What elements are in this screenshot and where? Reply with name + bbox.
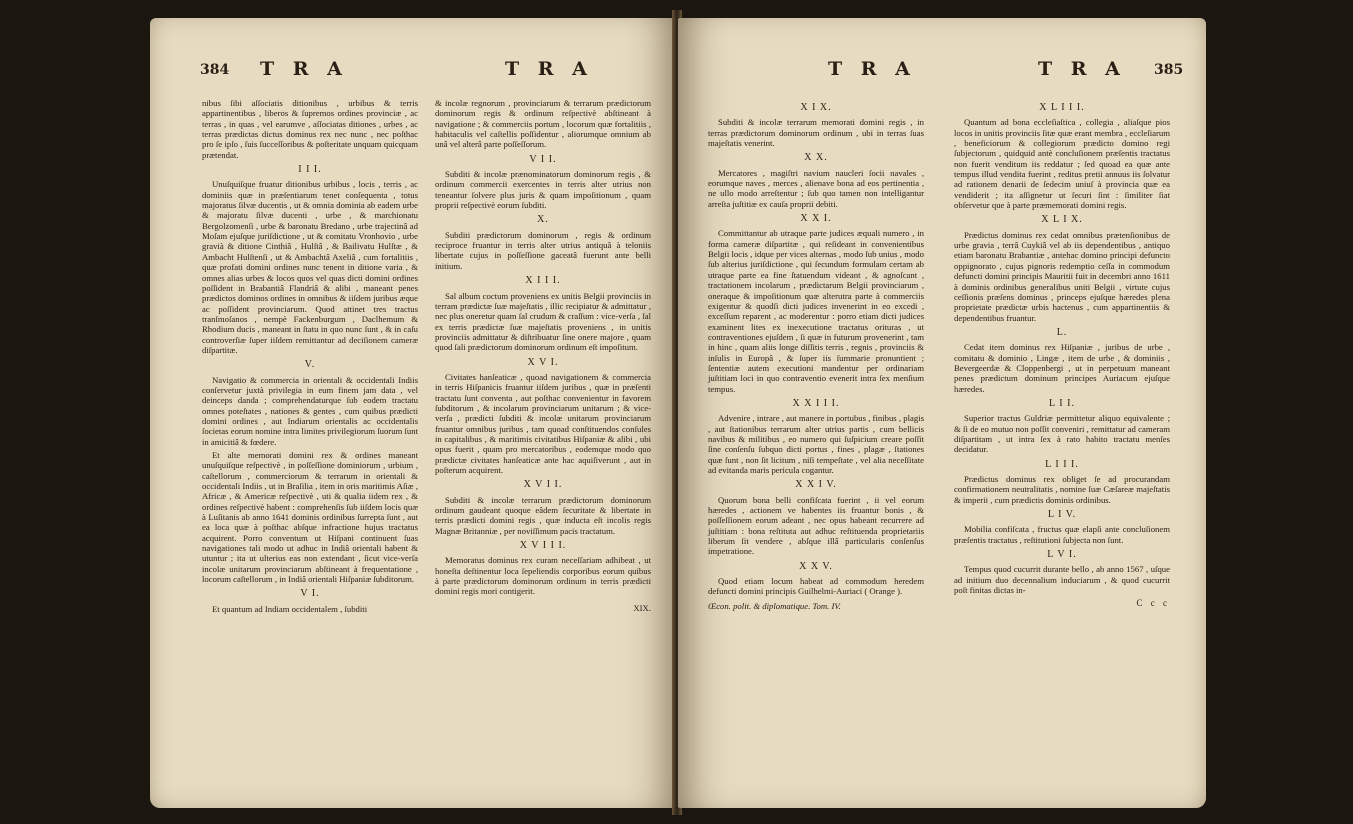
right-page bbox=[678, 18, 1206, 808]
paragraph: Memoratus dominus rex curam neceſſariam adhibeat , ut honeſta deſtinentur loca ſepeliendis corporibus eorum quibus à parte prædictorum dominorum ordinum in terris prædicti domini regis mori contigerit. bbox=[435, 555, 651, 597]
footnote: Œcon. polit. & diplomatique. Tom. IV. bbox=[708, 600, 841, 611]
paragraph: Quod etiam locum habeat ad commodum heredem defuncti domini principis Guilhelmi-Auriaci ( Orange ). bbox=[708, 576, 924, 597]
signature-mark: C c c bbox=[1136, 598, 1170, 609]
paragraph: Et alte memorati domini rex & ordines maneant unuſquiſque reſpectivè , in poſſeſſione dominiorum , urbium , caſtellorum , commerciorum & terrarum in orientali & occidentali Indiis , ut in Braſilia , item in oris maritimis Aſiæ , Africæ , & Americæ reſpectivè , uti & qualia iidem rex , & ordines reſpectivè habent : comprehenſis ſub iiſdem locis quæ à Luſitanis ab anno 1641 dominis ordinibus ſurrepta ſunt , aut ea loca quæ à poſthac abſque infractione hujus tractatus acquirent. Porro conventum ut Hiſpani continuent ſuas navigationes tali modo ut adhuc in Indiâ orientali habent & utuntur ; ita ut ulterius eas non extendant , ſicut vice-verſa incolæ unitarum provinciarum abſtineant à frequentatione , locorum caſtellorum , in Indiâ orientali Hiſpaniæ ſubditorum. bbox=[202, 450, 418, 585]
article-heading: X V I. bbox=[527, 356, 559, 368]
paragraph: Quorum bona belli confiſcata fuerint , ii vel eorum hæredes , actionem ve habentes iis fruantur bonis , & poſſeſſionem eorum adeant , nec opus habeant recurrere ad juſtitiam : bona reſtituta aut adhuc reſtituenda proprietariis liberum ſit vendere , abſque illâ particularis conſenſus impetratione. bbox=[708, 494, 924, 557]
paragraph: Cedat item dominus rex Hiſpaniæ , juribus de urbe , comitatu & dominio , Lingæ , item de urbe , & dominiis , Bevergeerdæ & Cloppenbergi , ut in perpetuum maneant penes prædictum dominum principes Auriacum ejuſque hæredes. bbox=[954, 342, 1170, 394]
paragraph: Quantum ad bona eccleſiaſtica , collegia , aliaſque pios locos in unitis provinciis ſitæ quæ erant membra , eccleſiarum , beneficiorum & collegiorum prædicto domino regi ſubjectorum , quidquid antè concluſionem præſentis tractatus non fuerit venditum iis reddatur ; ſed quoad ea quæ ante tempus illud vendita fuerint , reditus pretii annuus iis ſolvatur ad rationem denarii de ſedecim uniuſ à provincia quæ ea vendiderit ; ita aſſignetur ut ſecuri ſint : ſimiliter ſiat obſervetur que à parte præmemorati domini regis. bbox=[954, 117, 1170, 211]
paragraph: Et quantum ad Indiam occidentalem , ſubditi bbox=[212, 603, 368, 614]
article-heading: V I I. bbox=[529, 153, 557, 165]
article-heading: L I I I. bbox=[1045, 458, 1079, 470]
paragraph: Committantur ab utraque parte judices æquali numero , in forma cameræ diſpartitæ , qui reſideant in convenientibus Belgii locis , idque per vices alternas , modo ſub unius , modo ſub alterius juriſdictione , qui ſecundum formulam certam ab utraque parte ea fine ſtatuendum videant , & agnoſcant , tractationem incolarum , prædictarum Belgii provinciarum , oneraque & impoſitionum quæ alterutra parte à commerciis exigentur & quodſi dicti judices invenerint in eo excedi , exceſſum reparent , ac moderentur : porro etiam dicti judices examinent lites ex inexecutione tractatus orituras , ut contraventiones ejuſdem , ſi quæ in futurum provenerint , tam in hinc , quam aliis longe diſſitis terris , regnis , provinciis & inſulis in Europâ , & ſuper iis ſummarie pronuntient ; ſententiæ autem executioni mandentur per ordinariam juſtitiam loci in quo contraventio evenerit intra ſex menſium tempus. bbox=[708, 228, 924, 394]
running-head-left-1: T R A bbox=[260, 58, 348, 80]
article-heading: L I I. bbox=[1049, 397, 1075, 409]
running-head-right-2: T R A bbox=[1038, 58, 1126, 80]
left-page bbox=[150, 18, 676, 808]
paragraph: nibus ſibi aſſociatis ditionibus , urbibus & terris appartinentibus , liberos & ſupremos ordines provinciæ , ac terras , in quas , vel earumve , aſſociatas ditiones , urbes , ac terras prædictas dictus dominus rex nec nunc , nec poſthac pro ſe ipſo , ſuis ſucceſſoribus & poſteritate unquam quicquam prætendat. bbox=[202, 98, 418, 160]
paragraph: Unuſquiſque fruatur ditionibus urbibus , locis , terris , ac dominiis quæ in præſentiarum tenet conſequenta , totus majoratus ſilvæ ducentis , ut & omnia dominia ab eadem urbe & majoratu ſilvæ ducenti , urbe , & marchionatu Bergolzomenſi , urbe & baronatu Bredano , urbe trajectinâ ad Moſam ejuſque juriſdictione , ut & comitatu Vronhovio , urbe gravià & ditione Cinthiâ , Hulſtâ , & Bailivatu Hulſtæ , & Ambacht Hulſtenſi , ut & Ambachtâ Axeliâ , cum fortalitiis , quæ profati domini ordines nunc tenent in ditione varia , & omnes alias urbes & locos quos vel quas dicti domini ordines poſſident in Brabantiâ Flandriâ & alibi , maneant penes prædictos dominos ordines in omnibus & iiſdem juribus æque ac poſſident provinciarum. Quod attinet tres tractus tranſmoſanos , nempè Fackenburgum , Daclhemum & Rhodium ducis , maneant in ſtatu in quo nunc ſunt , & in caſu controverſiæ ſuper iiſdem remittantur ad deciſionem cameræ diſpartitæ. bbox=[202, 179, 418, 355]
article-heading: X X. bbox=[804, 152, 828, 164]
article-heading: L V I. bbox=[1047, 549, 1077, 561]
paragraph: Mercatores , magiſtri navium naucleri ſocii navales , eorumque naves , merces , alienave bona ad eos pertinentia , ne ullo modo arreſtentur ; ſub quo tamen non intelligantur arreſta juſtitiæ ex cauſa proprii debiti. bbox=[708, 167, 924, 209]
article-heading: X L I I I. bbox=[1039, 102, 1085, 113]
article-heading: X I X. bbox=[800, 102, 832, 113]
paragraph: Civitates hanſeaticæ , quoad navigationem & commercia in terris Hiſpanicis fruantur iiſdem juribus , quæ in præſenti tractatu ſunt conventa , aut poſthac convenientur in favorem ſubditorum , & incolarum provinciarum unitarum ; & vice-verſa , prædicti ſubditi & incolæ unitarum provinciarum fruantur omnibus juribus , tam quoad conſtituendos conſules in capitalibus , & maritimis civitatibus Hiſpaniæ & alibi , ubi opus fuerit , quam pro mercatoribus , eodemque modo quo prædictæ civitates hanſeaticæ ante hac aquiſiverunt , aut in poſterum acquirent. bbox=[435, 371, 651, 475]
left-page-column-1 bbox=[202, 98, 418, 617]
paragraph: Prædictus dominus rex obliget ſe ad procurandam confirmationem neutralitatis , nomine ſuæ Cæſareæ majeſtatis & imperii , cum prædictis dominis ordinibus. bbox=[954, 474, 1170, 505]
article-heading: X. bbox=[537, 214, 549, 226]
right-page-column-1 bbox=[708, 98, 924, 611]
paragraph: Subditi prædictorum dominorum , regis & ordinum reciproce fruantur in terris alter utrius antiquâ à teloniis libertate cujus in poſſeſſione gaceatâ fuerunt ante belli initium. bbox=[435, 229, 651, 271]
article-heading: L. bbox=[1056, 326, 1068, 338]
running-head-left-2: T R A bbox=[505, 58, 593, 80]
article-heading: X X I I I. bbox=[792, 397, 840, 409]
article-heading: X X I V. bbox=[795, 479, 837, 491]
paragraph: Navigatio & commercia in orientali & occidentali Indiis conſervetur juxtà privilegia in eum finem jam data , vel deinceps danda ; comprehendaturque ſub eodem tractatu omnes poteſtates , nationes & gentes , cum quibus prædicti domini ordines , aut Indiarum orientalis ac occidentalis ſocietas eorum nomine intra limites privilegiorum ſuorum ſunt in amicitiâ & fœdere. bbox=[202, 374, 418, 447]
paragraph: Subditi & incolæ prænominatorum dominorum regis , & ordinum commercii exercentes in terris alter utrius non teneantur ſolvere plus juris & quam impoſitionum , quam proprii reſpectivè eorum ſubditi. bbox=[435, 169, 651, 211]
paragraph: Sal album coctum proveniens ex unitis Belgii provinciis in terram prædictæ ſuæ majeſtatis , illic recipiatur & admittatur , nec plus oneretur quam ſal crudum & craſſum : vice-verſa , ſal ex terris prædictæ ſuæ majeſtatis proveniens , in unitis provinciis admittatur & diſtribuatur ſine onere majore , quam quod ſali prædictorum dominorum ordinum eſt impoſitum. bbox=[435, 290, 651, 353]
article-heading: V. bbox=[304, 359, 316, 371]
paragraph: Mobilia confiſcata , fructus quæ elapſi ante concluſionem præſentis tractatus , reſtitutioni ſubjecta non ſunt. bbox=[954, 524, 1170, 545]
article-heading: X V I I I. bbox=[519, 540, 567, 552]
paragraph: Subditi & incolæ terrarum memorati domini regis , in terras prædictorum dominorum ordinum , ubi in terras ſuas majeſtatis venerint. bbox=[708, 117, 924, 149]
article-heading: X X V. bbox=[799, 560, 833, 572]
paragraph: Superior tractus Guldriæ permittetur aliquo equivalente ; & ſi de eo mutuo non poſſit conveniri , remittatur ad cameram diſpartitam , ut intra ſex à rato habito tractatu menſes decidatur. bbox=[954, 413, 1170, 455]
paragraph: & incolæ regnorum , provinciarum & terrarum prædictorum dominorum regis & ordinum reſpectivè abſtineant à navigatione ; & commerciis portum , locorum quæ fortalitiis , habitaculis vel caſtellis poſſidentur , aliorumque omnium ab unâ vel alterâ parte poſſeſſorum. bbox=[435, 98, 651, 150]
page-number-right: 385 bbox=[1154, 62, 1184, 78]
right-page-column-2 bbox=[954, 98, 1170, 609]
paragraph: Subditi & incolæ terrarum prædictorum dominorum ordinum gaudeant quoque eâdem ſecuritate & libertate in terris prædicti domini regis , quæ inducta eſt incolis regis Magnæ Britanniæ , per noviſſimum pacis tractatum. bbox=[435, 494, 651, 536]
article-heading: L I V. bbox=[1047, 509, 1077, 521]
article-heading: X L I X. bbox=[1041, 214, 1083, 226]
article-heading: V I. bbox=[300, 588, 320, 600]
page-number-left: 384 bbox=[200, 62, 230, 78]
left-page-column-2 bbox=[435, 98, 651, 613]
paragraph: Advenire , intrare , aut manere in portubus , finibus , plagis , aut ſtationibus terrarum alter utrius partis , cum bellicis navibus & militibus , eo numero qui ſuſpicium creare poſſit ſine conſenſu ſubquo dicti portus , fines , plagæ , ſtationes quæ ſunt , non ſit licitum , niſi tempeſtate , vel alia neceſſitate ad evitanda maris pericula cogantur. bbox=[708, 413, 924, 475]
article-heading: X X I. bbox=[800, 213, 832, 225]
article-heading: I I I. bbox=[298, 164, 322, 176]
article-heading: X I I I. bbox=[525, 275, 561, 287]
article-heading: X V I I. bbox=[523, 479, 563, 491]
running-head-right-1: T R A bbox=[828, 58, 916, 80]
paragraph: Tempus quod cucurrit durante bello , ab anno 1567 , uſque ad initium duo decennalium induciarum , & quod cucurrit poſt finitas dictas in- bbox=[954, 564, 1170, 596]
catchword: XIX. bbox=[633, 602, 651, 613]
paragraph: Prædictus dominus rex cedat omnibus prætenſionibus de urbe gravia , terrâ Cuykiâ vel ab iis dependentibus , antiquo etiam baronatu Brabantiæ , antehac domino principi defuncto oppignorato , cujus pignoris redemptio ceſſa in commodum defuncti domini principis Mauritii fuit in decembri anno 1611 à dominis ordinibus generalibus uniti Belgii , virtute cujus ceſſionis præſens dominus , princeps ejuſque hæredes plena proprietate prædictæ urbis hactenus , cum appartinentiis & dependentibus fruantur. bbox=[954, 229, 1170, 323]
